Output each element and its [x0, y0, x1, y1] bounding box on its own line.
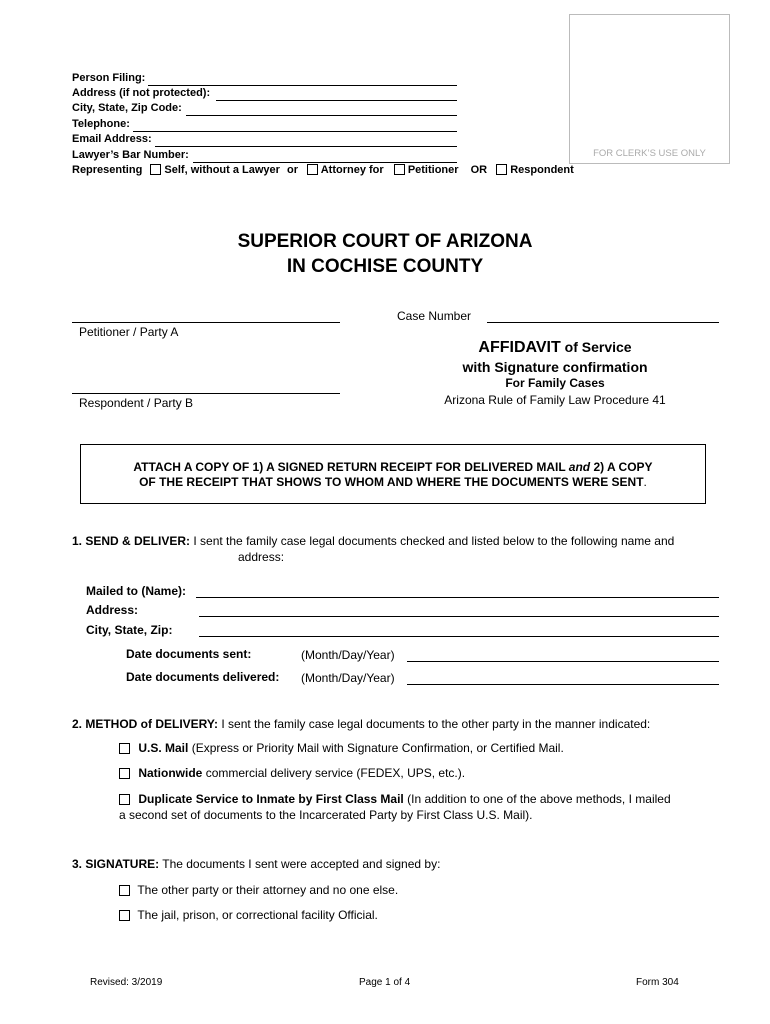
section2-intro — [72, 717, 650, 731]
section3-heading: 3. SIGNATURE: — [72, 857, 160, 871]
mailed-to-field[interactable] — [196, 597, 719, 598]
self-option-label: Self, without a Lawyer — [164, 164, 280, 176]
representing-row — [72, 164, 574, 176]
bar-number-label: Lawyer’s Bar Number: — [72, 149, 189, 161]
usmail-checkbox[interactable] — [119, 743, 130, 754]
mail-address-label: Address: — [86, 603, 139, 617]
date-sent-label: Date documents sent: — [126, 647, 252, 661]
nationwide-label: Nationwide — [138, 766, 203, 780]
person-filing-label: Person Filing: — [72, 72, 146, 84]
respondent-label: Respondent / Party B — [79, 396, 194, 410]
address-label: Address (if not protected): — [72, 87, 211, 99]
footer-form: Form 304 — [636, 977, 679, 988]
footer-revised: Revised: 3/2019 — [90, 977, 163, 988]
email-label: Email Address: — [72, 133, 152, 145]
respondent-name-field[interactable] — [72, 393, 340, 394]
date-delivered-label: Date documents delivered: — [126, 670, 280, 684]
mailed-to-label: Mailed to (Name): — [86, 584, 187, 598]
nationwide-checkbox[interactable] — [119, 768, 130, 779]
notice-text-3: OF THE RECEIPT THAT SHOWS TO WHOM AND WHERE THE DOCUMENTS WERE SENT — [139, 475, 644, 489]
address-field[interactable] — [216, 100, 457, 101]
mail-address-field[interactable] — [199, 616, 719, 617]
petitioner-checkbox[interactable] — [394, 164, 405, 175]
for-family-cases: For Family Cases — [505, 376, 605, 390]
petitioner-option-label: Petitioner — [407, 164, 459, 176]
signature-other-party-checkbox[interactable] — [119, 885, 130, 896]
signature-option-1 — [119, 883, 398, 897]
section1-heading: 1. SEND & DELIVER: — [72, 534, 191, 548]
section3-text: The documents I sent were accepted and signed by: — [159, 857, 441, 871]
document-subtitle: with Signature confirmation — [462, 359, 648, 375]
duplicate-description-line2: a second set of documents to the Incarcerated Party by First Class U.S. Mail). — [119, 808, 533, 822]
city-state-zip-label: City, State, Zip Code: — [72, 102, 182, 114]
petitioner-name-field[interactable] — [72, 322, 340, 323]
person-filing-field[interactable] — [148, 85, 457, 86]
date-delivered-format: (Month/Day/Year) — [301, 671, 395, 685]
signature-option-2-label: The jail, prison, or correctional facility Official. — [137, 908, 378, 922]
mail-city-field[interactable] — [199, 636, 719, 637]
notice-period: . — [643, 475, 647, 489]
attorney-checkbox[interactable] — [307, 164, 318, 175]
court-title — [0, 229, 770, 279]
section1-text-line2: address: — [238, 550, 285, 564]
clerk-use-box — [569, 14, 730, 164]
case-number-field[interactable] — [487, 322, 719, 323]
telephone-label: Telephone: — [72, 118, 130, 130]
self-checkbox[interactable] — [150, 164, 161, 175]
section1-text: I sent the family case legal documents checked and listed below to the following name and — [190, 534, 675, 548]
or-label: or — [287, 164, 299, 176]
nationwide-option — [119, 766, 465, 780]
section1-intro — [72, 534, 674, 548]
duplicate-option — [119, 792, 671, 806]
section2-heading: 2. METHOD of DELIVERY: — [72, 717, 219, 731]
duplicate-description: (In addition to one of the above methods, I mailed — [403, 792, 671, 806]
usmail-option — [119, 741, 564, 755]
duplicate-checkbox[interactable] — [119, 794, 130, 805]
representing-label: Representing — [72, 164, 143, 176]
of-service-text: of Service — [560, 339, 632, 355]
usmail-description: (Express or Priority Mail with Signature Confirmation, or Certified Mail. — [188, 741, 564, 755]
nationwide-description: commercial delivery service (FEDEX, UPS, etc.). — [202, 766, 466, 780]
notice-text-2: 2) A COPY — [590, 460, 653, 474]
petitioner-label: Petitioner / Party A — [79, 325, 179, 339]
signature-facility-checkbox[interactable] — [119, 910, 130, 921]
respondent-checkbox[interactable] — [496, 164, 507, 175]
case-number-label: Case Number — [397, 309, 472, 323]
date-sent-field[interactable] — [407, 661, 719, 662]
date-sent-format: (Month/Day/Year) — [301, 648, 395, 662]
clerk-use-label: FOR CLERK’S USE ONLY — [593, 148, 706, 159]
city-state-zip-field[interactable] — [186, 115, 457, 116]
section2-text: I sent the family case legal documents to the other party in the manner indicated: — [218, 717, 651, 731]
notice-and: and — [568, 460, 591, 474]
bar-number-field[interactable] — [193, 162, 457, 163]
notice-text-1: ATTACH A COPY OF 1) A SIGNED RETURN RECEIPT FOR DELIVERED MAIL — [133, 460, 569, 474]
attorney-option-label: Attorney for — [320, 164, 384, 176]
telephone-field[interactable] — [133, 131, 457, 132]
respondent-option-label: Respondent — [510, 164, 574, 176]
footer-page: Page 1 of 4 — [359, 977, 411, 988]
mail-city-label: City, State, Zip: — [86, 623, 173, 637]
usmail-label: U.S. Mail — [138, 741, 189, 755]
signature-option-2 — [119, 908, 378, 922]
rule-reference: Arizona Rule of Family Law Procedure 41 — [444, 393, 666, 407]
court-title-line2: IN COCHISE COUNTY — [286, 256, 484, 277]
attach-notice-box — [80, 444, 706, 504]
section3-intro — [72, 857, 440, 871]
court-title-line1: SUPERIOR COURT OF ARIZONA — [237, 231, 533, 252]
duplicate-label: Duplicate Service to Inmate by First Class Mail — [138, 792, 404, 806]
document-title — [370, 339, 740, 407]
signature-option-1-label: The other party or their attorney and no one else. — [137, 883, 399, 897]
affidavit-word: AFFIDAVIT — [478, 339, 561, 356]
date-delivered-field[interactable] — [407, 684, 719, 685]
or-label-2: OR — [470, 164, 488, 176]
email-field[interactable] — [155, 146, 457, 147]
